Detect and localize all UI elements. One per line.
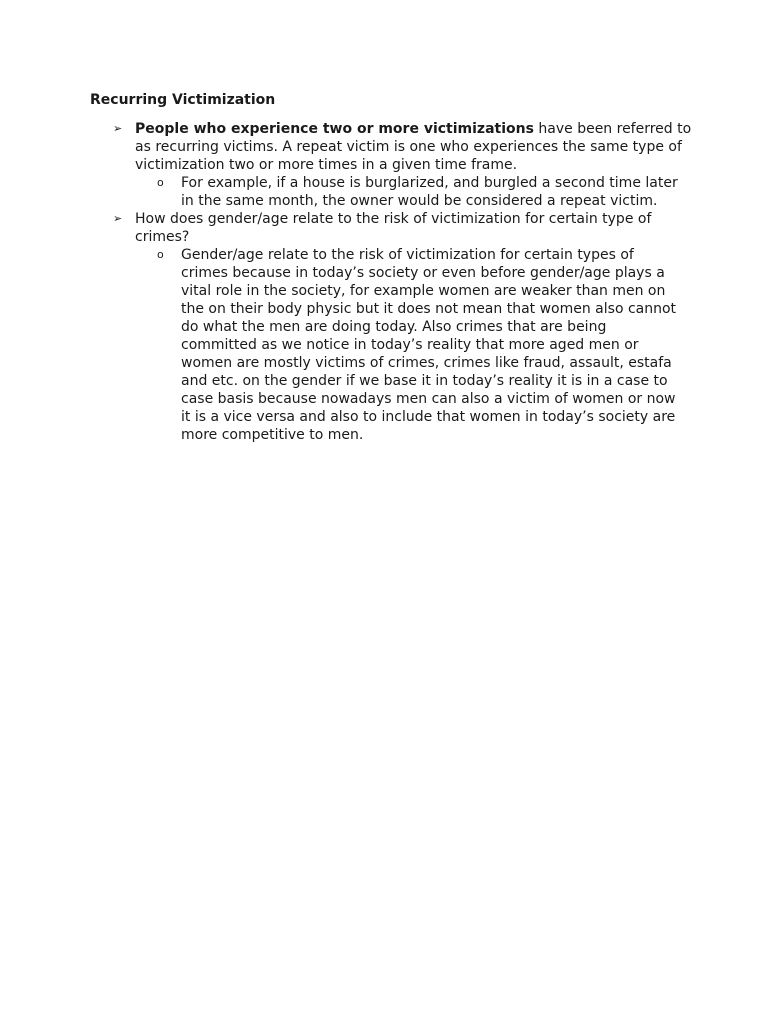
circle-bullet-icon: o <box>157 248 164 261</box>
bold-lead-text: People who experience two or more victimizations <box>135 121 534 137</box>
circle-bullet-icon: o <box>157 176 164 189</box>
list-item <box>113 210 695 444</box>
arrow-bullet-icon: ➢ <box>113 122 123 135</box>
list-item <box>113 120 695 210</box>
sub-list-item-text: For example, if a house is burglarized, and burgled a second time later in the same month, the owner would be considered a repeat victim. <box>181 175 678 209</box>
list-item-body: have been referred to as recurring victims. A repeat victim is one who experiences the same type of victimization two or more times in a given time frame. <box>135 121 692 173</box>
arrow-bullet-icon: ➢ <box>113 212 123 225</box>
list-item-text <box>135 120 695 174</box>
document-title: Recurring Victimization <box>90 92 276 108</box>
sub-list-item <box>157 246 681 444</box>
sub-list-item <box>157 174 681 210</box>
list-item-text: How does gender/age relate to the risk of victimization for certain type of crimes? <box>135 211 652 245</box>
sub-list-item-text: Gender/age relate to the risk of victimization for certain types of crimes because in today’s society or even before gender/age plays a vital role in the society, for example women are weaker than men on the on their body physic but it does not mean that women also cannot do what the men are doing today. Also crimes that are being committed as we notice in today’s reality that more aged men or women are mostly victims of crimes, crimes like fraud, assault, estafa and etc. on the gender if we base it in today’s reality it is in a case to case basis because nowadays men can also a victim of women or now it is a vice versa and also to include that women in today’s society are more competitive to men. <box>181 247 677 443</box>
